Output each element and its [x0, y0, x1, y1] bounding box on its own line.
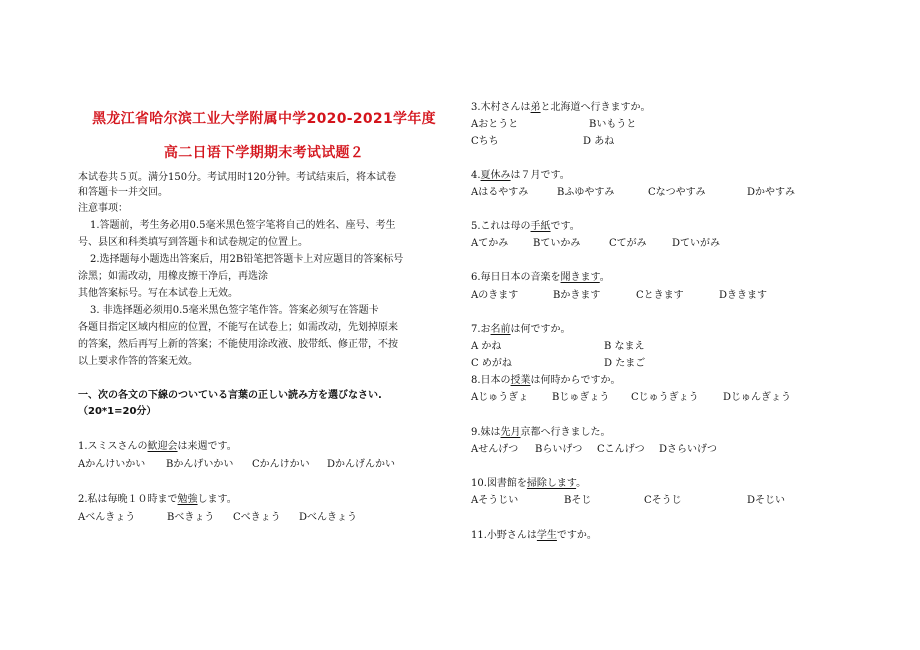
option-c[interactable]: Cかんけかい: [252, 459, 310, 470]
option-b[interactable]: Bかんげいかい: [166, 459, 234, 470]
note-line: 其他答案标号。写在本试卷上无效。: [78, 288, 238, 299]
section-heading: 一、次の各文の下線のついている言葉の正しい読み方を選びなさい.: [78, 390, 382, 401]
question-text: 4.: [471, 170, 481, 181]
underlined-word: 夏休み: [480, 170, 511, 181]
question-8: [471, 374, 620, 388]
note-line: 1.答题前，考生务必用0.5毫米黑色签字笔将自己的姓名、座号、考生: [90, 220, 396, 231]
option-c[interactable]: Cべきょう: [233, 512, 281, 523]
intro-line: 和答题卡一并交回。: [78, 187, 168, 198]
question-3: [471, 101, 651, 115]
option-b[interactable]: Bべきょう: [167, 512, 215, 523]
note-line: 以上要求作答的答案无效。: [78, 356, 198, 367]
question-11: [471, 529, 597, 543]
option-c[interactable]: Cこんげつ: [597, 444, 645, 455]
note-line: 号、县区和科类填写到答题卡和试卷规定的位置上。: [78, 237, 308, 248]
question-text: 9.妹は: [471, 427, 501, 438]
question-text: は７月です。: [510, 170, 570, 181]
question-text: 。: [576, 478, 587, 489]
option-a[interactable]: Aのきます: [471, 290, 519, 301]
underlined-word: 聞きます: [560, 272, 600, 283]
underlined-word: 勉強: [177, 494, 198, 505]
option-c[interactable]: Cそうじ: [644, 495, 682, 506]
underlined-word: 歓迎会: [147, 441, 178, 452]
option-c[interactable]: Cてがみ: [609, 238, 647, 249]
question-text: 2.私は毎晩１０時まで: [78, 494, 178, 505]
question-text: 。: [599, 272, 610, 283]
question-text: 7.お: [471, 324, 491, 335]
question-1: [78, 440, 237, 454]
question-text: 5.これは母の: [471, 221, 531, 232]
notes-heading: 注意事项：: [78, 203, 128, 214]
option-b[interactable]: Bいもうと: [589, 119, 637, 130]
question-text: 京都へ行きました。: [520, 427, 611, 438]
exam-title: 黑龙江省哈尔滨工业大学附属中学2020-2021学年度: [92, 111, 436, 127]
option-c[interactable]: Cちち: [471, 136, 499, 147]
option-b[interactable]: Bふゆやすみ: [557, 187, 615, 198]
option-b[interactable]: B なまえ: [604, 341, 645, 352]
option-b[interactable]: Bていかみ: [533, 238, 581, 249]
underlined-word: 先月: [500, 427, 521, 438]
underlined-word: 授業: [510, 375, 531, 386]
option-c[interactable]: C めがね: [471, 358, 512, 369]
option-d[interactable]: Dじゅんぎょう: [723, 392, 792, 403]
question-text: は何時からですか。: [530, 375, 621, 386]
question-text: は何ですか。: [510, 324, 571, 335]
question-text: します。: [197, 494, 237, 505]
option-b[interactable]: Bそじ: [564, 495, 592, 506]
note-line: 各题目指定区域内相应的位置，不能写在试卷上；如需改动，先划掉原来: [78, 322, 398, 333]
question-text: 6.毎日日本の音楽を: [471, 272, 561, 283]
option-d[interactable]: D あね: [583, 136, 615, 147]
question-text: 1.スミスさんの: [78, 441, 148, 452]
underlined-word: 掃除します: [526, 478, 577, 489]
question-2: [78, 493, 237, 507]
question-text: ですか。: [556, 530, 597, 541]
underlined-word: 名前: [490, 324, 511, 335]
note-line: 的答案，然后再写上新的答案；不能使用涂改液、胶带纸、修正带，不按: [78, 339, 398, 350]
question-text: 11.小野さんは: [471, 530, 537, 541]
option-c[interactable]: Cなつやすみ: [648, 187, 706, 198]
question-text: です。: [550, 221, 580, 232]
option-b[interactable]: Bらいげつ: [535, 444, 583, 455]
underlined-word: 手紙: [530, 221, 551, 232]
question-text: 3.木村さんは: [471, 102, 531, 113]
option-d[interactable]: Dかんげんかい: [327, 459, 396, 470]
question-10: [471, 477, 586, 491]
option-c[interactable]: Cじゅうぎょう: [631, 392, 699, 403]
question-6: [471, 271, 610, 285]
question-text: 10.図書館を: [471, 478, 527, 489]
option-a[interactable]: Aじゅうぎょ: [471, 392, 529, 403]
option-a[interactable]: Aはるやすみ: [471, 187, 529, 198]
option-d[interactable]: Dていがみ: [672, 238, 721, 249]
note-line: 2.选择题每小题选出答案后，用2B铅笔把答题卡上对应题目的答案标号: [90, 254, 404, 265]
question-7: [471, 323, 571, 337]
option-a[interactable]: Aかんけいかい: [78, 459, 146, 470]
option-a[interactable]: Aそうじい: [471, 495, 519, 506]
question-text: は来週です。: [177, 441, 237, 452]
option-d[interactable]: Dさらいげつ: [659, 444, 718, 455]
exam-subtitle: 高二日语下学期期末考试试题２: [163, 145, 365, 161]
underlined-word: 弟: [530, 102, 541, 113]
option-a[interactable]: Aべんきょう: [78, 512, 136, 523]
option-d[interactable]: Dかやすみ: [747, 187, 796, 198]
option-d[interactable]: D たまご: [604, 358, 646, 369]
question-text: 8.日本の: [471, 375, 511, 386]
option-b[interactable]: Bかきます: [553, 290, 601, 301]
option-d[interactable]: Dべんきょう: [299, 512, 358, 523]
option-a[interactable]: Aおとうと: [471, 119, 519, 130]
question-9: [471, 426, 611, 440]
question-text: と北海道へ行きますか。: [540, 102, 651, 113]
option-a[interactable]: Aせんげつ: [471, 444, 519, 455]
option-a[interactable]: Aてかみ: [471, 238, 509, 249]
option-d[interactable]: Dききます: [719, 290, 768, 301]
underlined-word: 学生: [536, 530, 557, 541]
option-b[interactable]: Bじゅぎょう: [552, 392, 610, 403]
option-a[interactable]: A かね: [471, 341, 502, 352]
option-d[interactable]: Dそじい: [747, 495, 786, 506]
question-4: [471, 169, 570, 183]
intro-line: 本试卷共５页。满分150分。考试用时120分钟。考试结束后，将本试卷: [78, 172, 397, 183]
option-c[interactable]: Cときます: [636, 290, 684, 301]
note-line: 3. 非选择题必须用0.5毫米黑色签字笔作答。答案必须写在答题卡: [90, 305, 379, 316]
note-line: 涂黑；如需改动，用橡皮擦干净后，再选涂: [78, 271, 268, 282]
question-5: [471, 220, 580, 234]
section-score: （20*1=20分）: [78, 406, 157, 417]
